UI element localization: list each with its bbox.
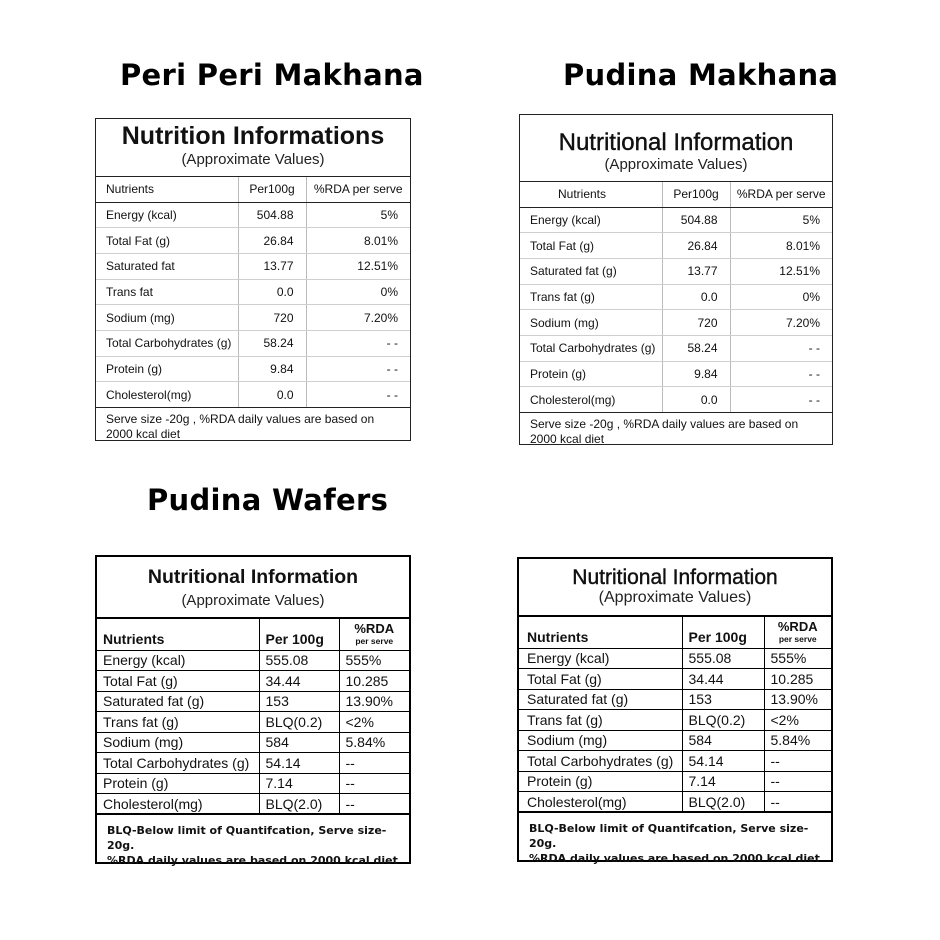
table-row <box>520 258 832 284</box>
rda-value: -- <box>764 792 831 813</box>
per100g-value: 58.24 <box>238 330 306 356</box>
table-row <box>520 207 832 233</box>
rda-value: 5.84% <box>339 732 409 753</box>
column-header-rda <box>764 617 831 648</box>
per100g-value: 720 <box>238 305 306 331</box>
nutrient-name: Energy (kcal) <box>519 648 682 669</box>
rda-value: -- <box>764 751 831 772</box>
rda-value: 13.90% <box>764 689 831 710</box>
column-header-nutrients: Nutrients <box>519 617 682 648</box>
panel-subtitle: (Approximate Values) <box>181 592 325 609</box>
table-row <box>97 691 409 712</box>
nutrient-name: Trans fat <box>96 279 238 305</box>
column-header-nutrients: Nutrients <box>520 182 662 207</box>
table-row <box>96 356 410 382</box>
panel-header <box>519 559 831 617</box>
heading-peri-peri-makhana: Peri Peri Makhana <box>120 58 424 92</box>
rda-sublabel: per serve <box>778 633 817 644</box>
nutrition-table <box>97 619 409 815</box>
nutrient-name: Saturated fat (g) <box>519 689 682 710</box>
nutrient-name: Saturated fat <box>96 253 238 279</box>
rda-value: 12.51% <box>306 253 410 279</box>
nutrient-name: Saturated fat (g) <box>97 691 259 712</box>
rda-value: 10.285 <box>764 669 831 690</box>
panel-subtitle: (Approximate Values) <box>604 156 748 173</box>
table-row <box>97 712 409 733</box>
per100g-value: 54.14 <box>259 753 339 774</box>
rda-label: %RDA <box>777 618 818 634</box>
per100g-value: 584 <box>259 732 339 753</box>
table-row <box>96 202 410 228</box>
table-row <box>519 710 831 731</box>
table-row <box>97 732 409 753</box>
per100g-value: BLQ(0.2) <box>259 712 339 733</box>
rda-value: - - <box>306 356 410 382</box>
nutrient-name: Sodium (mg) <box>97 732 259 753</box>
table-row <box>97 753 409 774</box>
per100g-value: 153 <box>682 689 764 710</box>
nutrition-table <box>519 617 831 813</box>
rda-value: 555% <box>339 650 409 671</box>
nutrition-panel-peri-peri-makhana <box>95 118 411 441</box>
column-header-per100g: Per100g <box>238 177 306 202</box>
nutrition-panel-pudina-makhana <box>519 114 833 445</box>
nutrient-name: Cholesterol(mg) <box>96 382 238 408</box>
rda-value: 10.285 <box>339 671 409 692</box>
panel-title: Nutrition Informations <box>121 122 385 150</box>
per100g-value: 555.08 <box>682 648 764 669</box>
table-row <box>519 751 831 772</box>
table-row <box>97 773 409 794</box>
per100g-value: BLQ(0.2) <box>682 710 764 731</box>
per100g-value: 0.0 <box>662 284 730 310</box>
table-header-row <box>519 617 831 648</box>
footnote-line-2: %RDA daily values are based on 2000 kcal diet <box>107 854 398 867</box>
nutrition-panel-pudina-wafers <box>95 555 411 867</box>
nutrient-name: Total Carbohydrates (g) <box>519 751 682 772</box>
per100g-value: 34.44 <box>682 669 764 690</box>
table-row <box>96 330 410 356</box>
column-header-rda: %RDA per serve <box>730 182 832 207</box>
nutrient-name: Sodium (mg) <box>520 310 662 336</box>
table-row <box>97 650 409 671</box>
table-row <box>520 361 832 387</box>
footnote-line-1: BLQ-Below limit of Quantifcation, Serve size- 20g. <box>107 824 387 852</box>
per100g-value: 54.14 <box>682 751 764 772</box>
footnote-line-1: BLQ-Below limit of Quantifcation, Serve size- 20g. <box>529 822 809 850</box>
rda-value: - - <box>306 382 410 408</box>
table-row <box>519 792 831 813</box>
table-row <box>520 387 832 413</box>
rda-value: 8.01% <box>306 228 410 254</box>
per100g-value: 720 <box>662 310 730 336</box>
rda-value: -- <box>339 773 409 794</box>
panel-footnote <box>97 815 409 868</box>
table-row <box>97 671 409 692</box>
nutrient-name: Total Carbohydrates (g) <box>96 330 238 356</box>
table-row <box>520 284 832 310</box>
table-row <box>519 730 831 751</box>
rda-value: 13.90% <box>339 691 409 712</box>
per100g-value: 13.77 <box>662 258 730 284</box>
per100g-value: 555.08 <box>259 650 339 671</box>
panel-header <box>96 119 410 177</box>
nutrient-name: Energy (kcal) <box>520 207 662 233</box>
per100g-value: 584 <box>682 730 764 751</box>
per100g-value: 7.14 <box>682 771 764 792</box>
column-header-nutrients: Nutrients <box>97 619 259 650</box>
table-header-row <box>520 182 832 207</box>
per100g-value: BLQ(2.0) <box>682 792 764 813</box>
panel-subtitle: (Approximate Values) <box>598 589 752 606</box>
nutrition-table <box>96 177 410 408</box>
nutrient-name: Protein (g) <box>520 361 662 387</box>
nutrient-name: Protein (g) <box>97 773 259 794</box>
per100g-value: 26.84 <box>238 228 306 254</box>
per100g-value: 504.88 <box>662 207 730 233</box>
nutrient-name: Total Fat (g) <box>520 233 662 259</box>
per100g-value: 13.77 <box>238 253 306 279</box>
table-row <box>519 648 831 669</box>
table-row <box>519 669 831 690</box>
rda-sublabel: per serve <box>355 635 394 646</box>
per100g-value: 26.84 <box>662 233 730 259</box>
rda-value: 5% <box>730 207 832 233</box>
nutrient-name: Saturated fat (g) <box>520 258 662 284</box>
panel-footnote: Serve size -20g , %RDA daily values are based on 2000 kcal diet <box>106 412 375 441</box>
column-header-rda <box>339 619 409 650</box>
rda-value: 5% <box>306 202 410 228</box>
table-row <box>520 310 832 336</box>
nutrient-name: Total Fat (g) <box>519 669 682 690</box>
column-header-per100g: Per 100g <box>259 619 339 650</box>
rda-value: 7.20% <box>730 310 832 336</box>
nutrient-name: Total Fat (g) <box>96 228 238 254</box>
rda-value: - - <box>306 330 410 356</box>
panel-subtitle: (Approximate Values) <box>181 151 325 168</box>
nutrient-name: Trans fat (g) <box>520 284 662 310</box>
rda-value: <2% <box>764 710 831 731</box>
table-row <box>96 305 410 331</box>
nutrient-name: Cholesterol(mg) <box>519 792 682 813</box>
panel-title: Nutritional Information <box>147 566 359 588</box>
per100g-value: 34.44 <box>259 671 339 692</box>
per100g-value: 0.0 <box>238 279 306 305</box>
table-row <box>519 689 831 710</box>
table-row <box>520 233 832 259</box>
nutrition-panel-wafers-copy <box>517 557 833 865</box>
per100g-value: 153 <box>259 691 339 712</box>
per100g-value: 7.14 <box>259 773 339 794</box>
rda-value: 0% <box>306 279 410 305</box>
nutrient-name: Sodium (mg) <box>519 730 682 751</box>
per100g-value: 0.0 <box>662 387 730 413</box>
per100g-value: BLQ(2.0) <box>259 794 339 815</box>
column-header-rda: %RDA per serve <box>306 177 410 202</box>
nutrient-name: Cholesterol(mg) <box>97 794 259 815</box>
panel-title: Nutritional Information <box>558 129 794 156</box>
nutrient-name: Sodium (mg) <box>96 305 238 331</box>
rda-value: - - <box>730 387 832 413</box>
footnote-line-2: %RDA daily values are based on 2000 kcal diet <box>529 852 820 865</box>
rda-value: -- <box>339 753 409 774</box>
nutrient-name: Protein (g) <box>96 356 238 382</box>
heading-pudina-wafers: Pudina Wafers <box>147 483 389 517</box>
table-row <box>96 228 410 254</box>
table-header-row <box>96 177 410 202</box>
rda-value: 8.01% <box>730 233 832 259</box>
rda-value: -- <box>764 771 831 792</box>
table-row <box>96 253 410 279</box>
rda-value: 5.84% <box>764 730 831 751</box>
nutrient-name: Energy (kcal) <box>97 650 259 671</box>
nutrient-name: Energy (kcal) <box>96 202 238 228</box>
rda-value: 0% <box>730 284 832 310</box>
rda-value: - - <box>730 335 832 361</box>
nutrient-name: Trans fat (g) <box>97 712 259 733</box>
rda-label: %RDA <box>354 620 395 636</box>
per100g-value: 9.84 <box>662 361 730 387</box>
table-header-row <box>97 619 409 650</box>
rda-value: <2% <box>339 712 409 733</box>
per100g-value: 504.88 <box>238 202 306 228</box>
nutrient-name: Protein (g) <box>519 771 682 792</box>
per100g-value: 58.24 <box>662 335 730 361</box>
nutrition-table <box>520 182 832 413</box>
nutrient-name: Cholesterol(mg) <box>520 387 662 413</box>
panel-header <box>520 115 832 182</box>
per100g-value: 9.84 <box>238 356 306 382</box>
table-row <box>97 794 409 815</box>
nutrient-name: Total Carbohydrates (g) <box>520 335 662 361</box>
table-row <box>519 771 831 792</box>
per100g-value: 0.0 <box>238 382 306 408</box>
rda-value: 12.51% <box>730 258 832 284</box>
panel-footnote: Serve size -20g , %RDA daily values are based on 2000 kcal diet <box>530 417 799 446</box>
table-row <box>96 279 410 305</box>
rda-value: 555% <box>764 648 831 669</box>
nutrient-name: Trans fat (g) <box>519 710 682 731</box>
rda-value: - - <box>730 361 832 387</box>
rda-value: 7.20% <box>306 305 410 331</box>
column-header-nutrients: Nutrients <box>96 177 238 202</box>
column-header-per100g: Per100g <box>662 182 730 207</box>
nutrient-name: Total Fat (g) <box>97 671 259 692</box>
heading-pudina-makhana: Pudina Makhana <box>563 58 839 92</box>
panel-header <box>97 557 409 619</box>
panel-footnote <box>519 813 831 866</box>
table-row <box>520 335 832 361</box>
panel-title: Nutritional Information <box>572 566 778 589</box>
rda-value: -- <box>339 794 409 815</box>
column-header-per100g: Per 100g <box>682 617 764 648</box>
table-row <box>96 382 410 408</box>
nutrient-name: Total Carbohydrates (g) <box>97 753 259 774</box>
